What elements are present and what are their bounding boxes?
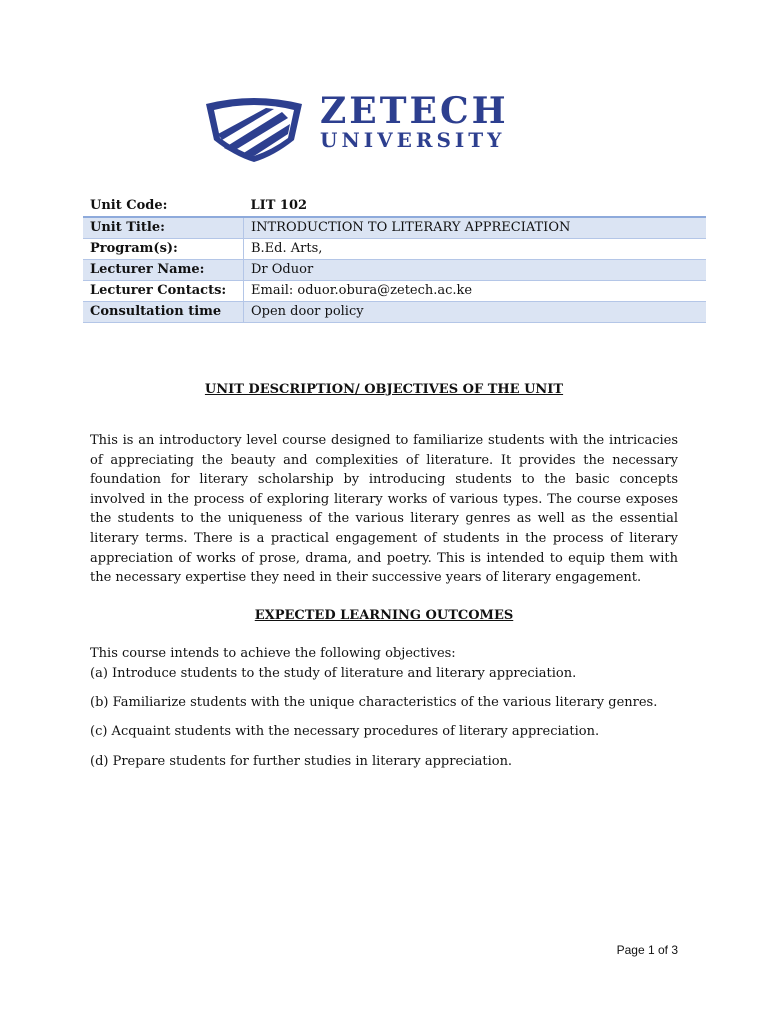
learning-outcomes-heading: EXPECTED LEARNING OUTCOMES — [254, 608, 514, 623]
list-item: (c) Acquaint students with the necessary procedures of literary appreciation. — [90, 724, 600, 739]
unit-description-heading: UNIT DESCRIPTION/ OBJECTIVES OF THE UNIT — [204, 382, 564, 397]
lecturer-contacts-label: Lecturer Contacts: — [83, 281, 244, 302]
unit-title-value: INTRODUCTION TO LITERARY APPRECIATION — [244, 217, 707, 239]
unit-code-value: LIT 102 — [244, 196, 707, 217]
page-number: Page 1 of 3 — [616, 943, 678, 957]
list-item: (b) Familiarize students with the unique characteristics of the various literary genres. — [90, 695, 658, 710]
shield-emblem-icon — [202, 96, 306, 164]
programs-label: Program(s): — [83, 239, 244, 260]
table-row — [83, 217, 706, 239]
table-row — [83, 196, 706, 217]
table-row — [83, 281, 706, 302]
table-row — [83, 302, 706, 323]
table-row — [83, 239, 706, 260]
programs-value: B.Ed. Arts, — [244, 239, 707, 260]
list-item: (d) Prepare students for further studies in literary appreciation. — [90, 754, 513, 769]
unit-title-label: Unit Title: — [83, 217, 244, 239]
lecturer-name-label: Lecturer Name: — [83, 260, 244, 281]
consultation-time-label: Consultation time — [83, 302, 244, 323]
list-item: (a) Introduce students to the study of literature and literary appreciation. — [90, 666, 577, 681]
unit-info-table — [83, 196, 706, 323]
university-logo — [202, 90, 564, 166]
table-row — [83, 260, 706, 281]
unit-code-label: Unit Code: — [83, 196, 244, 217]
outcomes-intro: This course intends to achieve the following objectives: — [90, 646, 456, 661]
consultation-time-value: Open door policy — [244, 302, 707, 323]
logo-subtitle: UNIVERSITY — [320, 128, 506, 152]
unit-description-body: This is an introductory level course designed to familiarize students with the intricacies of appreciating the beauty and complexities of literature. It provides the necessary foundation for literary scholarship by introducing students to the basic concepts involved in the process of exploring literary works of various types. The course exposes the students to the uniqueness of the various literary genres as well as the essential literary terms. There is a practical engagement of students in the process of literary appreciation of works of prose, drama, and poetry. This is intended to equip them with the necessary expertise they need in their successive years of literary engagement. — [90, 433, 678, 586]
logo-wordmark: ZETECH — [320, 90, 509, 132]
lecturer-name-value: Dr Oduor — [244, 260, 707, 281]
lecturer-contacts-value[interactable]: Email: oduor.obura@zetech.ac.ke — [244, 281, 707, 302]
